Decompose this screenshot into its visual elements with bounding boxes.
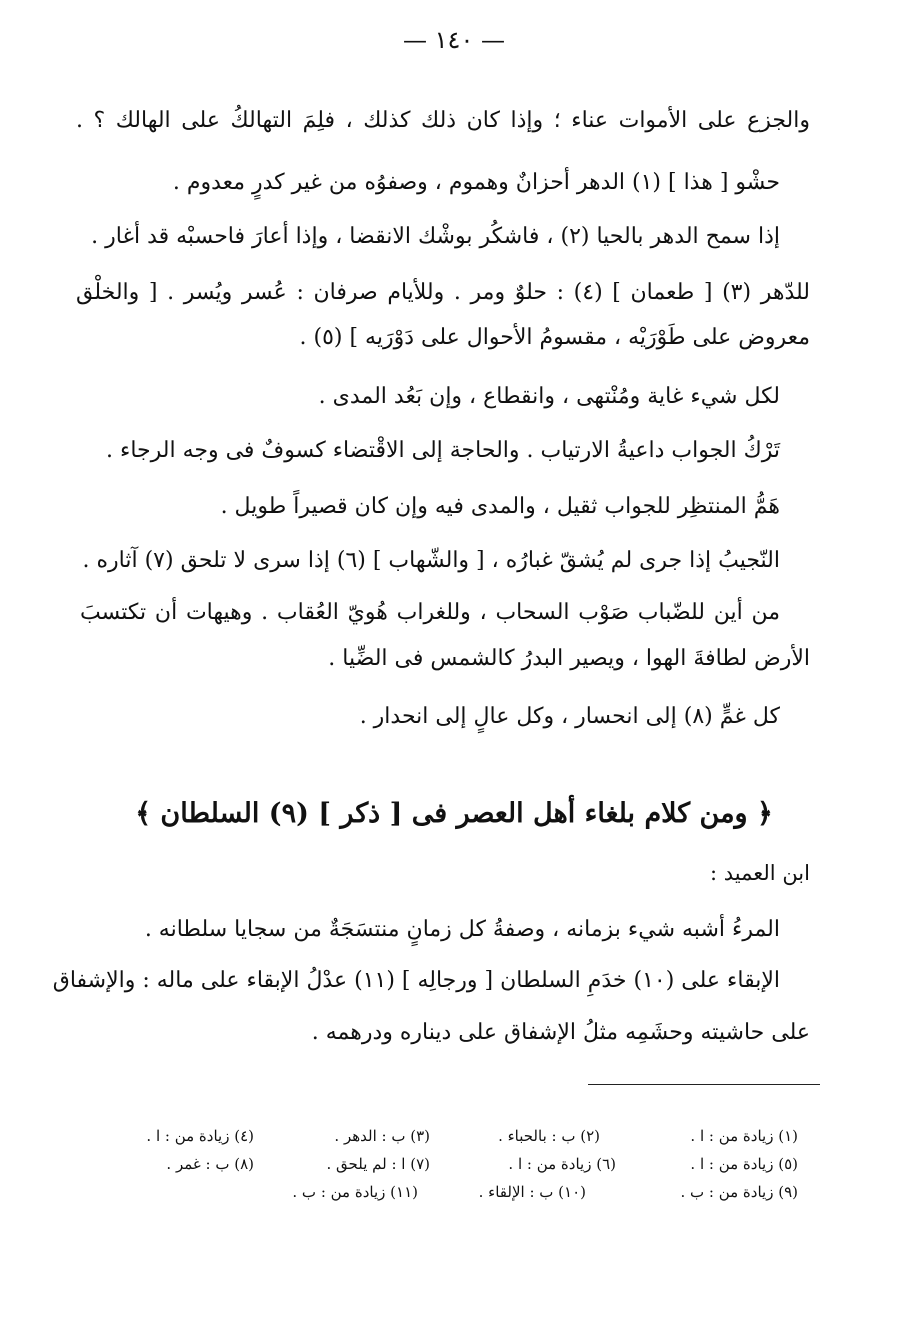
footnote: (٥) زيادة من : ا .	[690, 1155, 798, 1173]
footnote: (٩) زيادة من : ب .	[680, 1183, 798, 1201]
section-line: على حاشيته وحشَمِه مثلُ الإشفاق على ديناره ودرهمه .	[311, 1020, 810, 1045]
body-line: معروض على طَوْرَيْه ، مقسومُ الأحوال على دَوْرَيه ] (٥) .	[299, 325, 810, 350]
footnote: (٦) زيادة من : ا .	[508, 1155, 616, 1173]
body-line: النّجيبُ إذا جرى لم يُشقّ غبارُه ، [ والشّهاب ] (٦) إذا سرى لا تلحق (٧) آثاره .	[82, 548, 780, 573]
footnote: (١) زيادة من : ا .	[690, 1127, 798, 1145]
body-line: حشْو [ هذا ] (١) الدهر أحزانٌ وهموم ، وصفوُه من غير كدرٍ معدوم .	[172, 170, 780, 195]
body-line: الأرض لطافةَ الهوا ، ويصير البدرُ كالشمس فى الضِّيا .	[328, 646, 810, 671]
footnote: (٢) ب : بالحباء .	[498, 1127, 600, 1145]
body-line: تَرْكُ الجواب داعيةُ الارتياب . والحاجة إلى الاقْتضاء كسوفٌ فى وجه الرجاء .	[105, 438, 780, 463]
body-line: لكل شيء غاية ومُنْتهى ، وانقطاع ، وإن بَعُد المدى .	[318, 384, 780, 409]
page-number: — ١٤٠ —	[403, 26, 505, 54]
body-line: إذا سمح الدهر بالحيا (٢) ، فاشكُر بوشْك الانقضا ، وإذا أعارَ فاحسبْه قد أغار .	[91, 224, 780, 249]
body-line: من أين للضّباب صَوْب السحاب ، وللغراب هُويّ العُقاب . وهيهات أن تكتسبَ	[80, 600, 780, 625]
footnote: (٨) ب : غمر .	[166, 1155, 254, 1173]
section-line: المرءُ أشبه شيء بزمانه ، وصفةُ كل زمانٍ منتسَجَةٌ من سجايا سلطانه .	[144, 917, 780, 942]
footnote: (٤) زيادة من : ا .	[146, 1127, 254, 1145]
body-line: للدّهر (٣) [ طعمان ] (٤) : حلوٌ ومر . وللأيام صرفان : عُسر ويُسر . [ والخلْق	[76, 280, 810, 305]
body-line: هَمُّ المنتظِر للجواب ثقيل ، والمدى فيه وإن كان قصيراً طويل .	[220, 494, 780, 519]
footnote: (٣) ب : الدهر .	[334, 1127, 430, 1145]
body-line: والجزع على الأموات عناء ؛ وإذا كان ذلك كذلك ، فلِمَ التهالكُ على الهالك ؟ .	[76, 108, 810, 133]
footnote: (٧) ا : لم يلحق .	[326, 1155, 430, 1173]
body-line: كل غمٍّ (٨) إلى انحسار ، وكل عالٍ إلى انحدار .	[359, 704, 780, 729]
footnote: (١٠) ب : الإلقاء .	[478, 1183, 586, 1201]
section-heading: ﴿ ومن كلام بلغاء أهل العصر فى [ ذكر ] (٩) السلطان ﴾	[135, 798, 773, 829]
footnote: (١١) زيادة من : ب .	[292, 1183, 418, 1201]
section-line: الإبقاء على (١٠) خدَمِ السلطان [ ورجالِه ] (١١) عدْلُ الإبقاء على ماله : والإشفاق	[52, 968, 780, 993]
footnote-separator	[588, 1084, 820, 1085]
author-label: ابن العميد :	[710, 861, 810, 885]
